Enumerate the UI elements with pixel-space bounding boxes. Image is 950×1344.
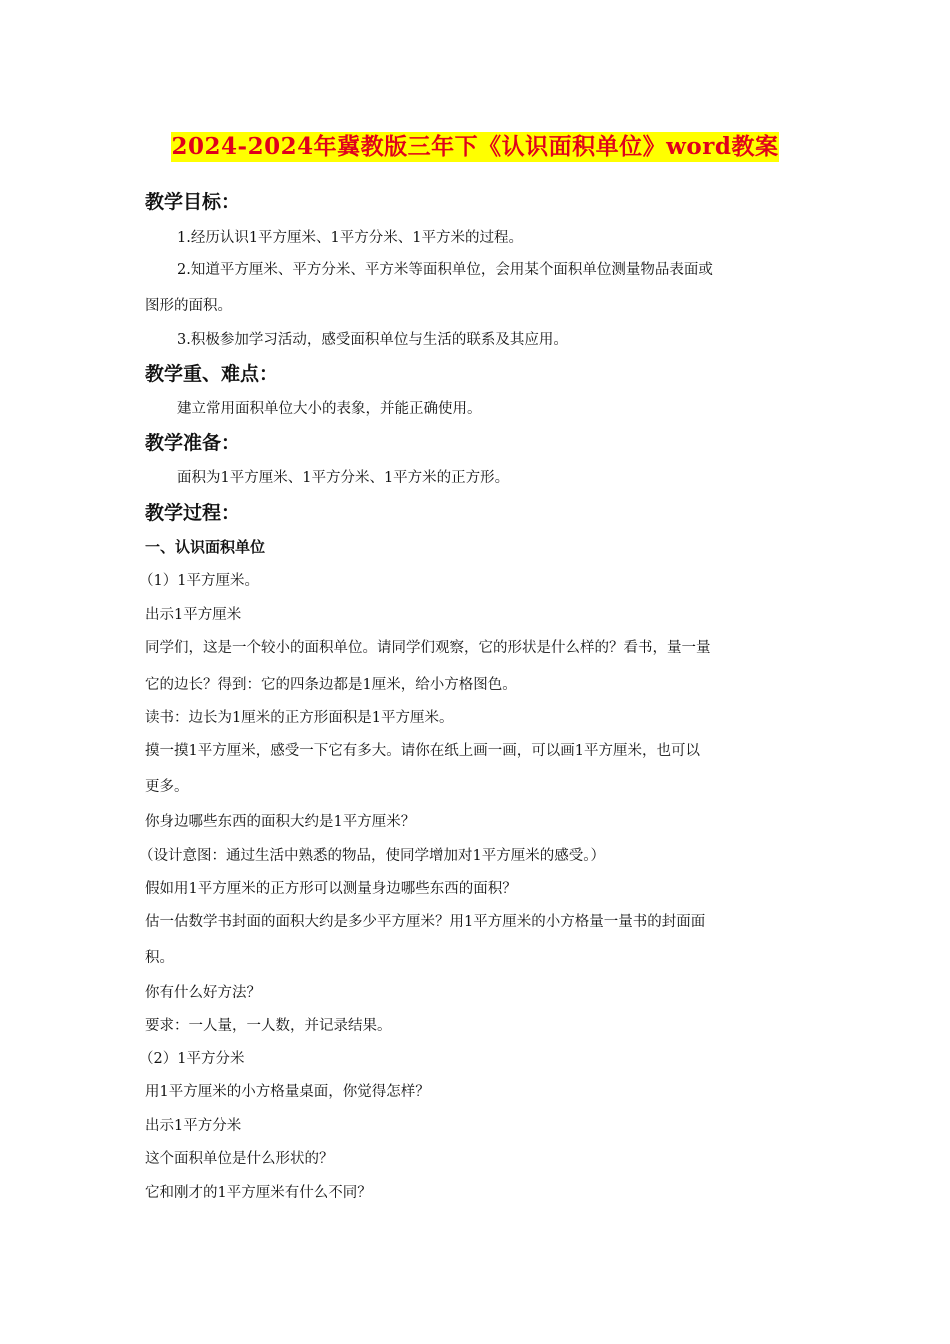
process-line: 摸一摸1平方厘米，感受一下它有多大。请你在纸上画一画，可以画1平方厘米，也可以	[145, 743, 700, 759]
process-line: 它的边长？得到：它的四条边都是1厘米，给小方格图色。	[145, 677, 517, 693]
process-line: 你有什么好方法？	[145, 985, 261, 1001]
process-line: （2）1平方分米	[139, 1051, 245, 1067]
process-line: 假如用1平方厘米的正方形可以测量身边哪些东西的面积？	[145, 881, 517, 897]
process-line: 积。	[145, 950, 174, 966]
process-line: 它和刚才的1平方厘米有什么不同？	[145, 1185, 372, 1201]
process-line: 你身边哪些东西的面积大约是1平方厘米？	[145, 814, 416, 830]
process-line: 用1平方厘米的小方格量桌面，你觉得怎样？	[145, 1084, 430, 1100]
preparation-heading: 教学准备：	[145, 432, 241, 454]
process-heading: 教学过程：	[145, 502, 241, 524]
goal-item: 图形的面积。	[145, 298, 232, 314]
process-line: 出示1平方分米	[145, 1118, 242, 1134]
goal-item: 3.积极参加学习活动，感受面积单位与生活的联系及其应用。	[177, 332, 568, 348]
section1-title: 一、认识面积单位	[145, 538, 266, 556]
key-points-heading: 教学重、难点：	[145, 363, 279, 385]
title-container	[0, 132, 950, 162]
key-points-text: 建立常用面积单位大小的表象，并能正确使用。	[177, 401, 482, 417]
process-line: 出示1平方厘米	[145, 607, 242, 623]
process-line: 更多。	[145, 779, 189, 795]
goal-item: 2.知道平方厘米、平方分米、平方米等面积单位，会用某个面积单位测量物品表面或	[177, 262, 713, 278]
document-title: 2024-2024年冀教版三年下《认识面积单位》word教案	[171, 133, 779, 160]
goal-item: 1.经历认识1平方厘米、1平方分米、1平方米的过程。	[177, 230, 524, 246]
process-line: 估一估数学书封面的面积大约是多少平方厘米？用1平方厘米的小方格量一量书的封面面	[145, 914, 706, 930]
process-line: 要求：一人量，一人数，并记录结果。	[145, 1018, 392, 1034]
process-line: 读书：边长为1厘米的正方形面积是1平方厘米。	[145, 710, 454, 726]
goals-heading: 教学目标：	[145, 191, 241, 213]
process-line: （设计意图：通过生活中熟悉的物品，使同学增加对1平方厘米的感受。）	[139, 848, 605, 864]
preparation-text: 面积为1平方厘米、1平方分米、1平方米的正方形。	[177, 470, 510, 486]
process-line: 同学们，这是一个较小的面积单位。请同学们观察，它的形状是什么样的？看书，量一量	[145, 640, 711, 656]
process-line: （1）1平方厘米。	[139, 573, 259, 589]
process-line: 这个面积单位是什么形状的？	[145, 1151, 334, 1167]
